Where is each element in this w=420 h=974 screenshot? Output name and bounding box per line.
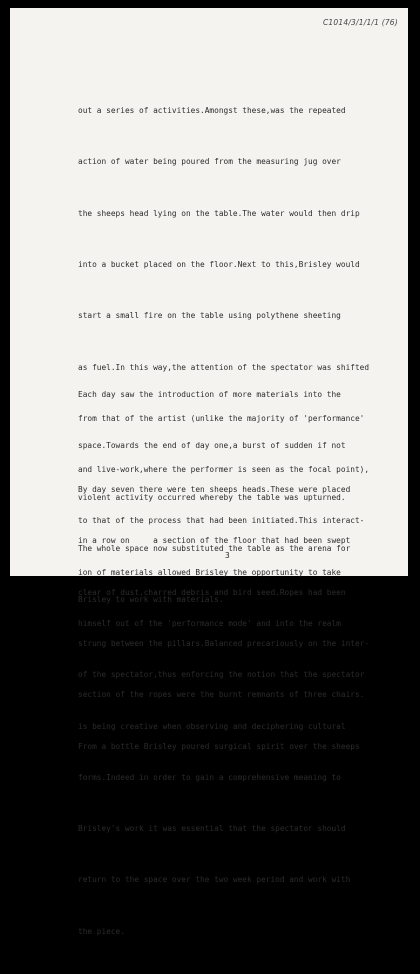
text-line: From a bottle Brisley poured surgical spirit over the sheeps xyxy=(78,741,360,751)
document-page xyxy=(10,8,408,936)
page-number: 3 xyxy=(225,551,230,560)
text-line: the sheeps head lying on the table.The water would then drip xyxy=(78,208,360,218)
text-line: strung between the pillars.Balanced precariously on the inter- xyxy=(78,639,370,649)
text-line: return to the space over the two week period and work with xyxy=(78,875,351,885)
text-line: action of water being poured from the measuring jug over xyxy=(78,157,341,167)
text-line: Each day saw the introduction of more materials into the xyxy=(78,390,341,400)
text-line: Brisley to work with materials. xyxy=(78,595,224,605)
text-line: By day seven there were ten sheeps heads.These were placed xyxy=(78,485,351,495)
text-line: from that of the artist (unlike the majority of 'performance' xyxy=(78,413,365,423)
text-line: forms.Indeed in order to gain a comprehensive meaning to xyxy=(78,772,341,782)
text-line: to that of the process that had been initiated.This interact- xyxy=(78,516,365,526)
text-line: section of the ropes were the burnt remnants of three chairs. xyxy=(78,690,365,700)
text-line: the piece. xyxy=(78,926,125,936)
text-line: in a row on a section of the floor that had been swept xyxy=(78,536,351,546)
text-line: start a small fire on the table using polythene sheeting xyxy=(78,311,341,321)
text-line: Brisley's work it was essential that the spectator should xyxy=(78,824,346,834)
text-line: of the spectator,thus enforcing the notion that the spectator xyxy=(78,670,365,680)
text-line: space.Towards the end of day one,a burst of sudden if not xyxy=(78,441,346,451)
text-line: out a series of activities.Amongst these,was the repeated xyxy=(78,106,346,116)
text-line: ion of materials allowed Brisley the opportunity to take xyxy=(78,567,341,577)
paragraph-3 xyxy=(78,447,398,789)
text-line: and live-work,where the performer is seen as the focal point), xyxy=(78,465,370,475)
text-line: clear of dust,charred debris and bird seed.Ropes had been xyxy=(78,587,346,597)
archive-reference: C1014/3/1/1/1 (76) xyxy=(323,18,398,27)
text-line: as fuel.In this way,the attention of the spectator was shifted xyxy=(78,362,370,372)
text-line: The whole space now substituted the table as the arena for xyxy=(78,544,351,554)
text-line: himself out of the 'performance mode' and into the realm xyxy=(78,619,341,628)
text-line: into a bucket placed on the floor.Next to this,Brisley would xyxy=(78,260,360,270)
text-line: is being creative when observing and deciphering cultural xyxy=(78,721,346,731)
text-line: violent activity occurred whereby the table was upturned. xyxy=(78,492,346,502)
